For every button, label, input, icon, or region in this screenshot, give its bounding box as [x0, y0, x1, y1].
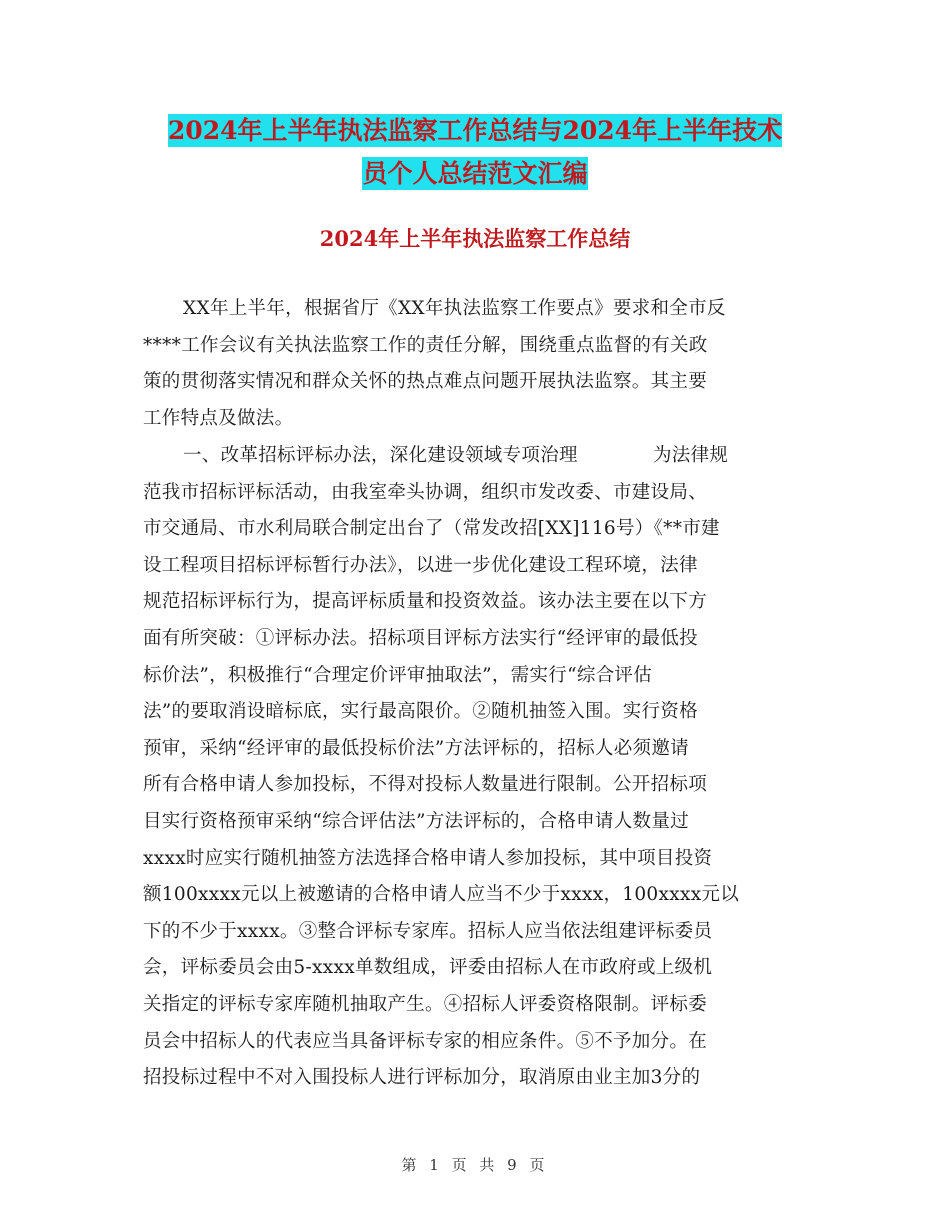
paragraph-line: 策的贯彻落实情况和群众关怀的热点难点问题开展执法监察。其主要 — [143, 371, 708, 393]
document-title-line-2-text: 员个人总结范文汇编 — [362, 159, 588, 188]
document-title-line-2 — [0, 159, 950, 189]
paragraph-line: 面有所突破：①评标办法。招标项目评标方法实行“经评审的最低投 — [143, 627, 698, 649]
paragraph-line: 预审，采纳“经评审的最低投标价法”方法评标的，招标人必须邀请 — [143, 737, 689, 759]
paragraph-line: 一、改革招标评标办法，深化建设领域专项治理 为法律规 — [183, 445, 729, 466]
paragraph-line: 工作特点及做法。 — [143, 407, 294, 429]
section-title: 2024年上半年执法监察工作总结 — [319, 226, 631, 251]
paragraph-line: 规范招标评标行为，提高评标质量和投资效益。该办法主要在以下方 — [143, 591, 708, 613]
paragraph-line: 设工程项目招标评标暂行办法》，以进一步优化建设工程环境，法律 — [143, 554, 698, 576]
paragraph-line: XX年上半年，根据省厅《XX年执法监察工作要点》要求和全市反 — [183, 298, 726, 319]
paragraph-line: 员会中招标人的代表应当具备评标专家的相应条件。⑤不予加分。在 — [143, 1030, 708, 1052]
paragraph-line: 目实行资格预审采纳“综合评估法”方法评标的，合格申请人数量过 — [143, 810, 689, 832]
paragraph-line: 所有合格申请人参加投标，不得对投标人数量进行限制。公开招标项 — [143, 774, 708, 796]
paragraph-line: 额100xxxx元以上被邀请的合格申请人应当不少于xxxx，100xxxx元以 — [143, 884, 740, 906]
paragraph-line: 招投标过程中不对入围投标人进行评标加分，取消原由业主加3分的 — [143, 1067, 701, 1089]
paragraph-line: 关指定的评标专家库随机抽取产生。④招标人评委资格限制。评标委 — [143, 993, 708, 1015]
paragraph-line: 市交通局、市水利局联合制定出台了（常发改招[XX]116号）《**市建 — [143, 518, 720, 540]
paragraph-line: xxxx时应实行随机抽签方法选择合格申请人参加投标，其中项目投资 — [143, 847, 713, 869]
paragraph-line: 标价法”，积极推行“合理定价评审抽取法”，需实行“综合评估 — [143, 664, 653, 686]
page-number-footer: 第 1 页 共 9 页 — [401, 1156, 549, 1174]
paragraph-line: 下的不少于xxxx。③整合评标专家库。招标人应当依法组建评标委员 — [143, 920, 713, 942]
paragraph-bidding-reform — [143, 438, 811, 1097]
document-title-line-1 — [0, 116, 950, 146]
paragraph-line: 法”的要取消设暗标底，实行最高限价。②随机抽签入围。实行资格 — [143, 701, 698, 723]
paragraph-intro — [143, 291, 811, 437]
paragraph-line: ****工作会议有关执法监察工作的责任分解，围绕重点监督的有关政 — [143, 334, 708, 356]
paragraph-line: 范我市招标评标活动，由我室牵头协调，组织市发改委、市建设局、 — [143, 481, 708, 503]
paragraph-line: 会，评标委员会由5-xxxx单数组成，评委由招标人在市政府或上级机 — [143, 957, 713, 979]
document-title-line-1-text: 2024年上半年执法监察工作总结与2024年上半年技术 — [167, 116, 783, 145]
